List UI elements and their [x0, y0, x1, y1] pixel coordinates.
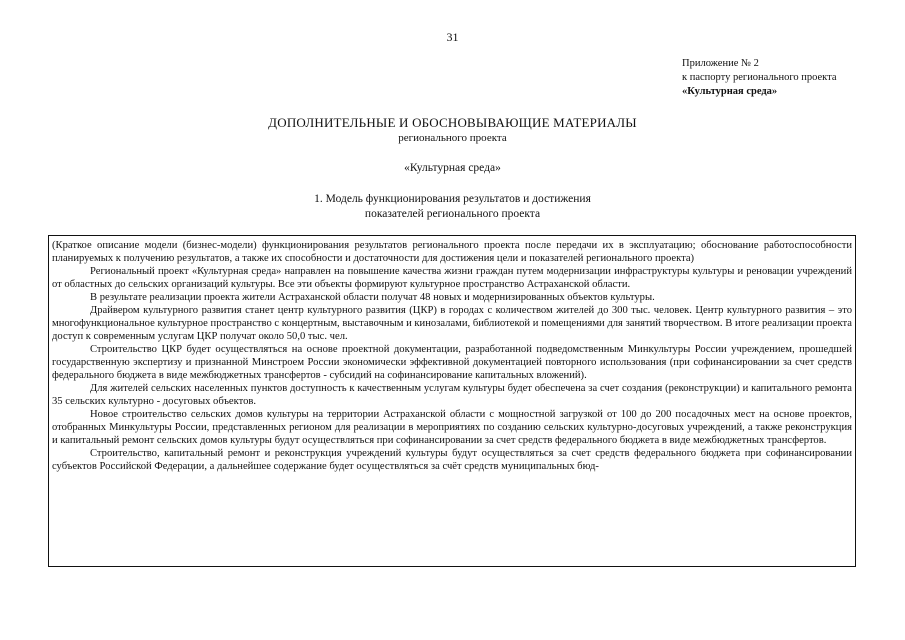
description-paragraph: Строительство ЦКР будет осуществляться на основе проектной документации, разработанной подведомственным Минкультуры России учреждением, прошедшей государственную экспертизу и признанной Минстроем России экономически эффективной документацией повторного использования (при софинансировании за счет средств федерального бюджета в виде межбюджетных трансфертов - субсидий на софинансирование капитальных вложений).: [52, 344, 852, 381]
appendix-line-2: к паспорту регионального проекта: [682, 72, 837, 83]
description-box: [48, 235, 856, 567]
page-number: 31: [446, 30, 459, 44]
appendix-note: [682, 57, 837, 99]
project-name: «Культурная среда»: [404, 162, 501, 174]
appendix-line-3: «Культурная среда»: [682, 86, 778, 97]
section-title-line-2: показателей регионального проекта: [364, 208, 541, 220]
description-paragraph: Драйвером культурного развития станет центр культурного развития (ЦКР) в городах с количеством жителей до 300 тыс. человек. Центр культурного развития – это многофункциональное культурное пространство с концертным, выставочным и кинозалами, библиотекой и помещениями для занятий творчеством. В итоге реализации проекта доступ к современным услугам ЦКР получат около 50,0 тыс. чел.: [52, 305, 852, 342]
description-paragraph: Строительство, капитальный ремонт и реконструкция учреждений культуры будут осуществляться за счет средств федерального бюджета при софинансировании субъектов Российской Федерации, а дальнейшее содержание будет осуществляться за счёт средств муниципальных бюд-: [52, 448, 852, 472]
description-paragraph: Для жителей сельских населенных пунктов доступность к качественным услугам культуры будет обеспечена за счет создания (реконструкции) и капитального ремонта 35 сельских культурно - досуговых объектов.: [52, 383, 852, 407]
appendix-line-1: Приложение № 2: [682, 58, 759, 69]
description-intro: (Краткое описание модели (бизнес-модели) функционирования результатов регионального проекта после передачи их в эксплуатацию; обоснование работоспособности планируемых к получению результатов, а также их способности и достаточности для достижения цели и показателей регионального проекта): [52, 240, 852, 264]
section-title-line-1: 1. Модель функционирования результатов и достижения: [314, 193, 591, 205]
description-paragraph: Новое строительство сельских домов культуры на территории Астраханской области с мощностной загрузкой от 100 до 200 посадочных мест на основе проектов, отобранных Минкультуры России, представленных регионом для реализации в мероприятиях по созданию сельских культурно-досуговых учреждений, а также реконструкция и капитальный ремонт сельских домов культуры будут осуществляться при софинансировании за счет средств федерального бюджета в виде межбюджетных трансфертов.: [52, 409, 852, 446]
document-title: ДОПОЛНИТЕЛЬНЫЕ И ОБОСНОВЫВАЮЩИЕ МАТЕРИАЛЫ: [268, 115, 637, 130]
description-paragraph: В результате реализации проекта жители Астраханской области получат 48 новых и модернизированных объектов культуры.: [90, 292, 655, 303]
document-subtitle: регионального проекта: [398, 132, 507, 144]
description-paragraph: Региональный проект «Культурная среда» направлен на повышение качества жизни граждан путем модернизации инфраструктуры культуры и реновации учреждений от областных до сельских организаций культуры. Все эти объекты формируют культурное пространство Астраханской области.: [52, 266, 852, 290]
section-title: [0, 192, 905, 222]
